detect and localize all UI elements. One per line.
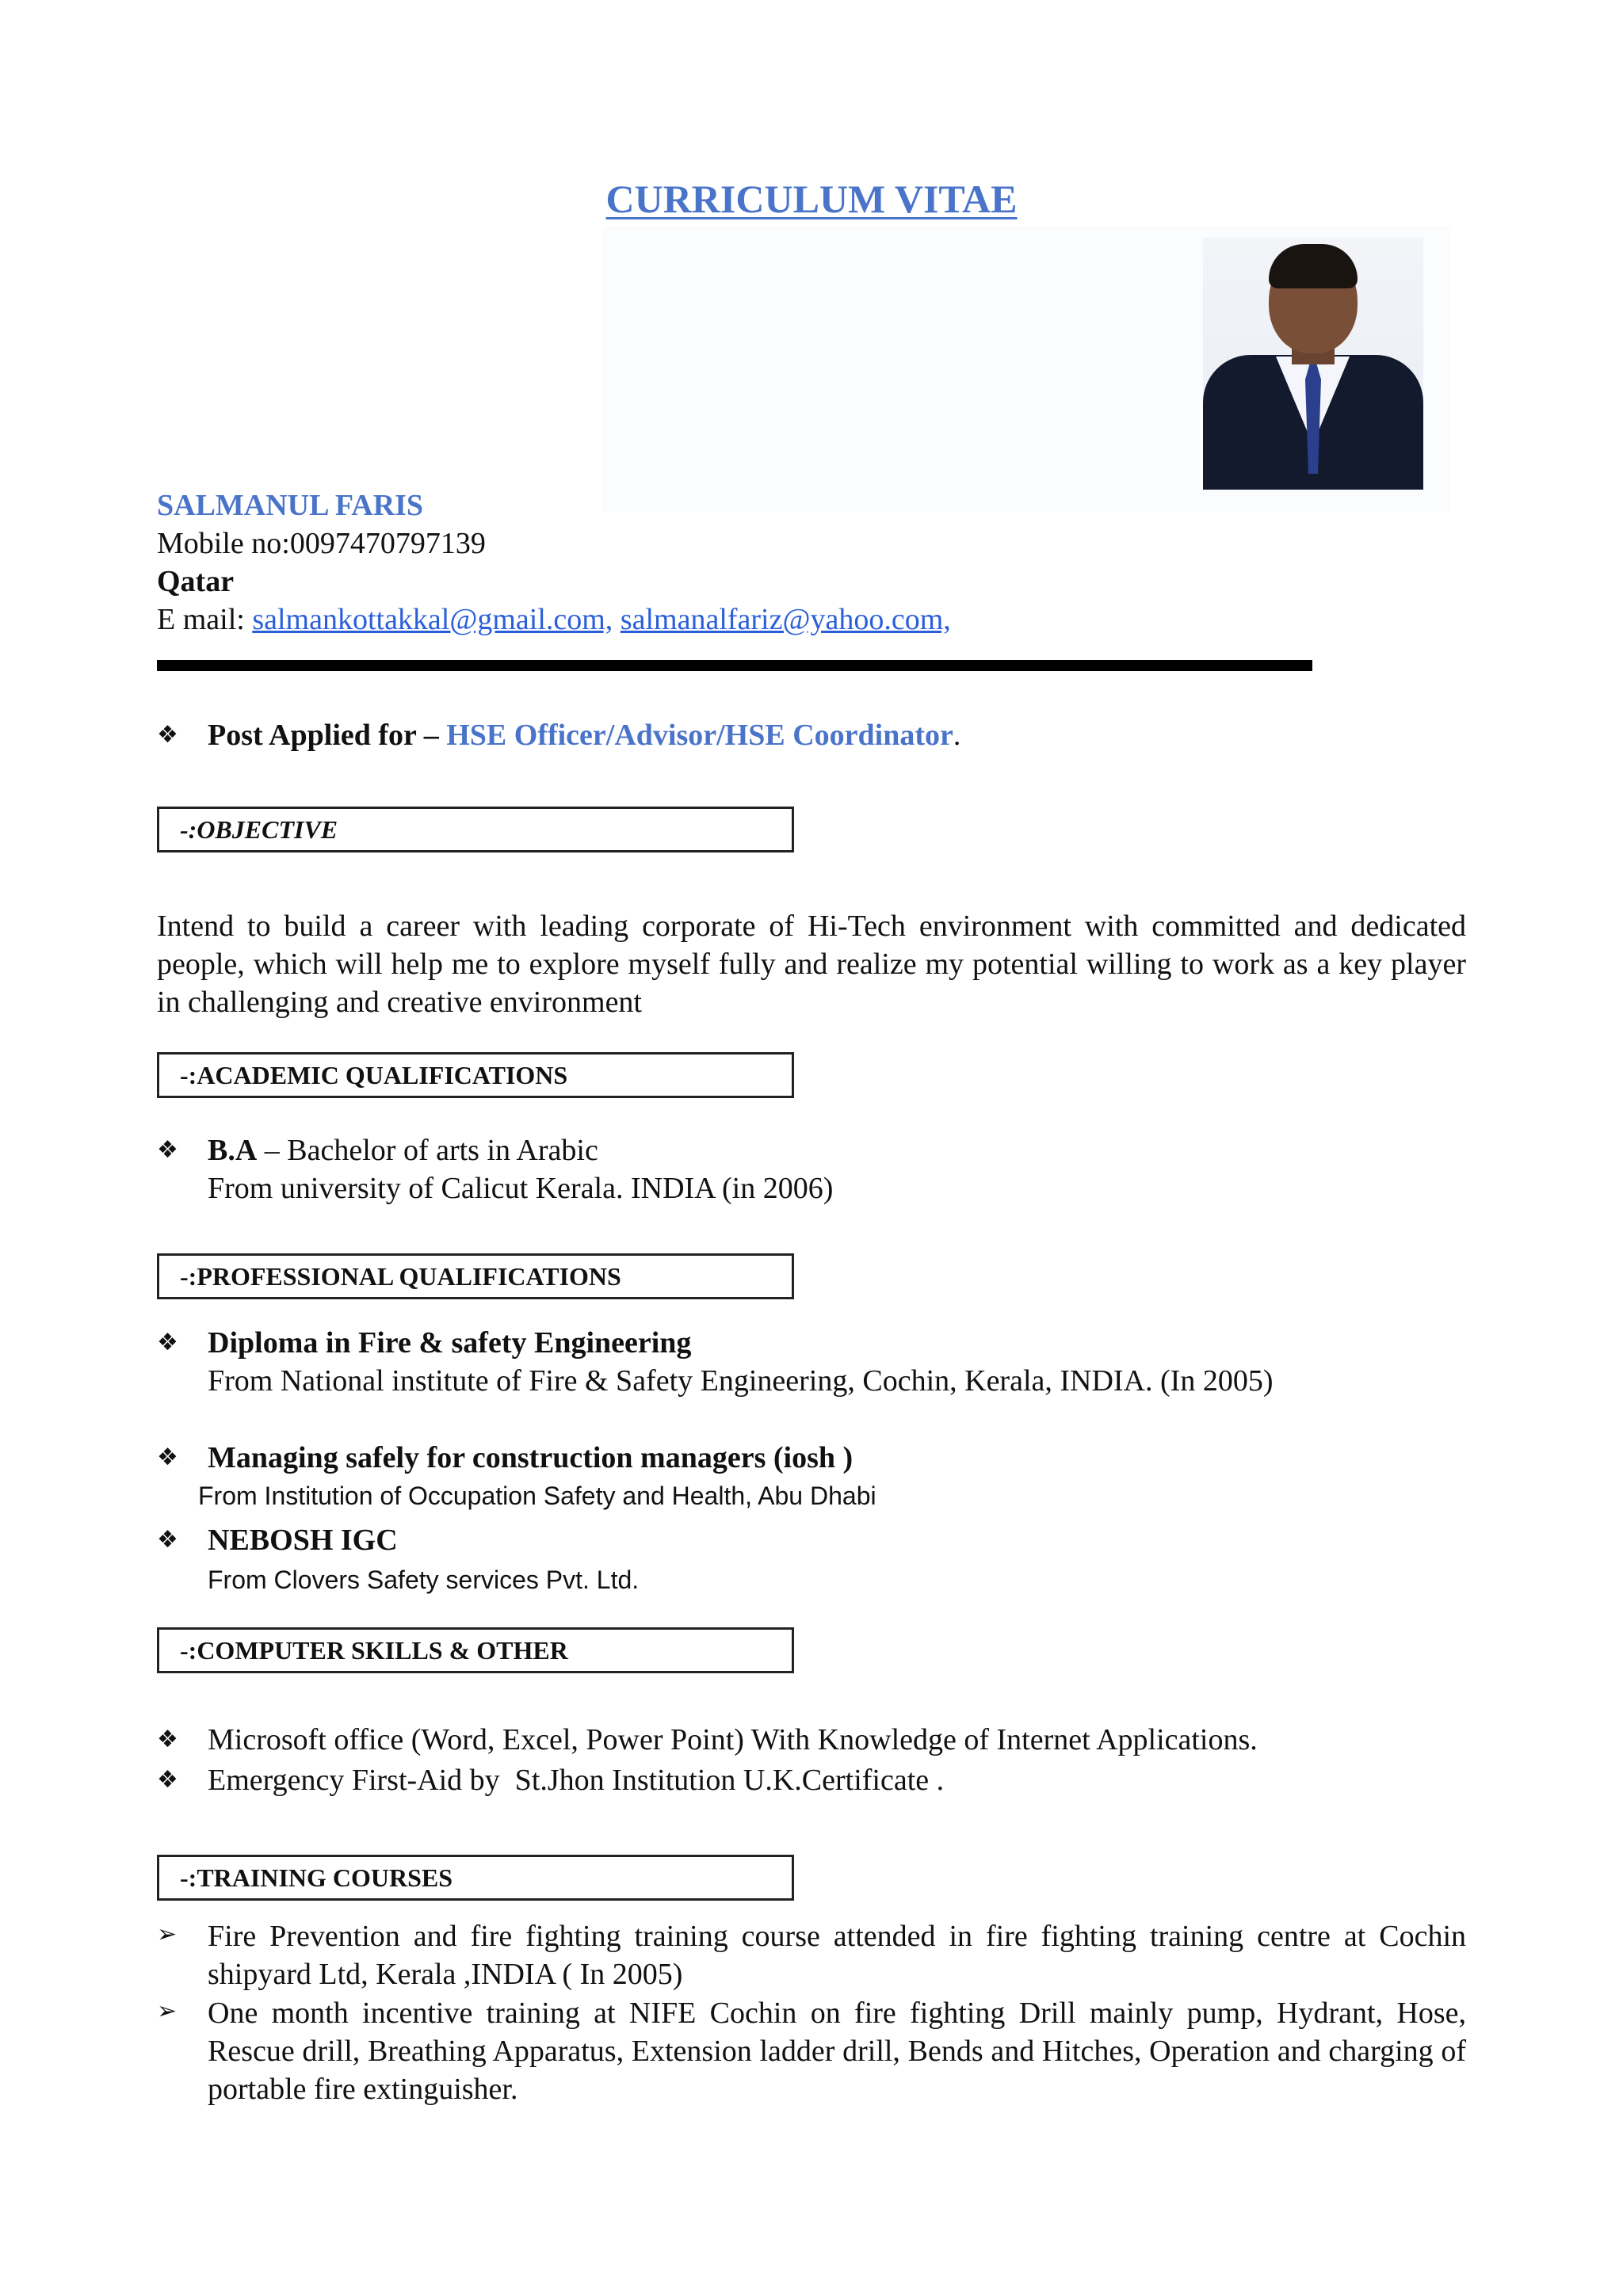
email-link-1[interactable]: salmankottakkal@gmail.com,: [252, 603, 613, 636]
section-header-objective: -:OBJECTIVE: [157, 807, 794, 852]
diamond-bullet-icon: ❖: [157, 721, 178, 749]
email-link-2[interactable]: salmanalfariz@yahoo.com,: [620, 603, 951, 636]
diamond-bullet-icon: ❖: [157, 1329, 178, 1356]
arrow-bullet-icon: ➢: [157, 1997, 178, 2025]
header-divider: [157, 660, 1312, 671]
section-header-computer: -:COMPUTER SKILLS & OTHER: [157, 1627, 794, 1673]
training-item: [157, 1917, 1466, 1997]
section-header-academic: -:ACADEMIC QUALIFICATIONS: [157, 1052, 794, 1098]
computer-item-text: Emergency First-Aid by St.Jhon Institution U.K.Certificate .: [208, 1764, 945, 1797]
professional-from: From National institute of Fire & Safety Engineering, Cochin, Kerala, INDIA. (In 2005): [208, 1364, 1274, 1398]
profile-photo: [1203, 238, 1423, 490]
diamond-bullet-icon: ❖: [157, 1526, 178, 1554]
training-item-text: One month incentive training at NIFE Cochin on fire fighting Drill mainly pump, Hydrant, Hose, Rescue drill, Breathing Apparatus, Extension ladder drill, Bends and Hitches, Operation and charging of portable fire extinguisher.: [208, 1997, 1466, 2106]
country: Qatar: [157, 565, 235, 598]
professional-title: Managing safely for construction managers (iosh ): [208, 1441, 854, 1474]
academic-degree: B.A: [208, 1134, 258, 1167]
diamond-bullet-icon: ❖: [157, 1766, 178, 1794]
training-item: [157, 1994, 1466, 2113]
diamond-bullet-icon: ❖: [157, 1444, 178, 1471]
professional-title: NEBOSH IGC: [208, 1524, 398, 1557]
academic-from: From university of Calicut Kerala. INDIA (in 2006): [208, 1172, 834, 1205]
section-header-training: -:TRAINING COURSES: [157, 1855, 794, 1901]
professional-item: [157, 1523, 1466, 1602]
diamond-bullet-icon: ❖: [157, 1136, 178, 1164]
computer-item: [157, 1722, 1466, 1762]
diamond-bullet-icon: ❖: [157, 1726, 178, 1753]
post-dash: –: [416, 719, 447, 752]
candidate-name: SALMANUL FARIS: [157, 489, 424, 522]
professional-from: From Institution of Occupation Safety and Health, Abu Dhabi: [198, 1482, 876, 1510]
professional-item: [157, 1440, 1466, 1520]
professional-title: Diploma in Fire & safety Engineering: [208, 1326, 692, 1360]
professional-item: [157, 1325, 1466, 1405]
email-label: E mail:: [157, 603, 253, 636]
computer-item-text: Microsoft office (Word, Excel, Power Point) With Knowledge of Internet Applications.: [208, 1723, 1258, 1756]
computer-item: [157, 1763, 1466, 1802]
professional-from: From Clovers Safety services Pvt. Ltd.: [208, 1566, 640, 1594]
post-end: .: [953, 719, 961, 752]
document-title: CURRICULUM VITAE: [605, 177, 1018, 221]
mobile-number: Mobile no:0097470797139: [157, 527, 486, 560]
section-header-professional: -:PROFESSIONAL QUALIFICATIONS: [157, 1253, 794, 1299]
arrow-bullet-icon: ➢: [157, 1920, 178, 1948]
post-position: HSE Officer/Advisor/HSE Coordinator: [446, 719, 953, 752]
objective-text: Intend to build a career with leading corporate of Hi-Tech environment with committed and dedicated people, which will help me to explore myself fully and realize my potential willing to work as a key player in challenging and creative environment: [157, 910, 1466, 1019]
academic-degree-desc: – Bachelor of arts in Arabic: [257, 1134, 598, 1167]
training-item-text: Fire Prevention and fire fighting training course attended in fire fighting training centre at Cochin shipyard Ltd, Kerala ,INDIA ( In 2005): [208, 1920, 1466, 1991]
academic-item: [157, 1133, 1466, 1212]
post-label: Post Applied for: [208, 719, 417, 752]
email-line: [157, 602, 951, 637]
